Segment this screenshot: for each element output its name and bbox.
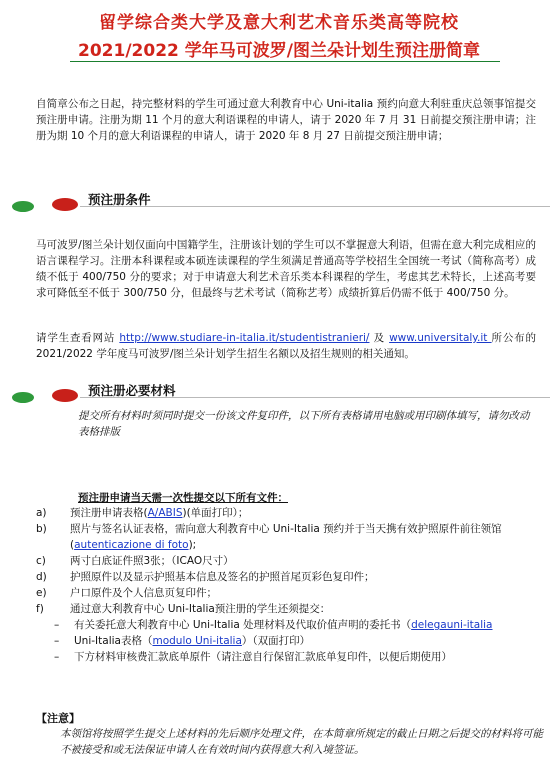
modulo-uni-italia-link[interactable]: modulo Uni-italia [152, 635, 242, 647]
red-dot-icon [52, 389, 78, 402]
materials-note: 提交所有材料时须同时提交一份该文件复印件，以下所有表格请用电脑或用印刷体填写，请勿改动表格排版 [78, 410, 530, 438]
section-heading-conditions [10, 190, 550, 216]
list-item [36, 569, 546, 585]
list-marker: d) [36, 571, 47, 583]
section-title: 预注册必要材料 [88, 383, 176, 398]
list-marker: b) [36, 523, 47, 535]
item-text: ); [188, 539, 197, 551]
form-a-abis-link[interactable]: A/ABIS [147, 507, 183, 519]
item-text: 户口原件及个人信息页复印件； [70, 587, 217, 599]
sub-list [36, 617, 546, 665]
title-underline [70, 61, 500, 62]
green-dot-icon [12, 392, 34, 403]
item-text: 照片与签名认证表格，需向意大利教育中心 Uni-Italia 预约并于当天携有效护照原件前往领馆( [70, 523, 502, 551]
item-text: 有关委托意大利教育中心 Uni-Italia 处理材料及代取价值声明的委托书（ [74, 619, 412, 631]
item-text: ）（双面打印） [241, 635, 311, 647]
list-item [36, 521, 546, 553]
list-item [36, 585, 546, 601]
list-marker: – [54, 635, 60, 647]
website-text-mid: 及 [369, 332, 390, 344]
website-text-prefix: 请学生查看网站 [36, 332, 120, 344]
green-dot-icon [12, 201, 34, 212]
page-subtitle: 2021/2022 学年马可波罗/图兰朵计划生预注册简章 [78, 41, 480, 61]
item-text: 预注册申请表格( [70, 507, 148, 519]
delega-uni-italia-link[interactable]: delegauni-italia [411, 619, 493, 631]
item-text: )(单面打印）； [182, 507, 249, 519]
sub-list-item [54, 617, 546, 633]
sub-list-item [54, 633, 546, 649]
universitaly-link[interactable]: www.universitaly.it [389, 332, 492, 344]
list-item [36, 505, 546, 521]
section-title: 预注册条件 [88, 192, 151, 207]
list-marker: c) [36, 555, 46, 567]
item-text: 下方材料审核费汇款底单原件（请注意自行保留汇款底单复印件，以便后期使用） [74, 651, 452, 663]
page-title: 留学综合类大学及意大利艺术音乐类高等院校 [99, 13, 459, 33]
item-text: 护照原件以及显示护照基本信息及签名的护照首尾页彩色复印件； [70, 571, 375, 583]
red-dot-icon [52, 198, 78, 211]
intro-paragraph: 自简章公布之日起，持完整材料的学生可通过意大利教育中心 Uni-italia 预约向意大利驻重庆总领事馆提交预注册申请。注册为期 11 个月的意大利语课程的申请人，请于 2020 年 7 月 31 日前提交预注册申请；注册为期 10 个月的意大利语课程的申请人，请于 2020 年 8 月 27 日前提交预注册申请； [36, 98, 536, 142]
attention-text: 本领馆将按照学生提交上述材料的先后顺序处理文件，在本简章所规定的截止日期之后提交的材料将可能不被接受和或无法保证申请人在有效时间内获得意大利入境签证。 [60, 728, 543, 756]
list-marker: – [54, 651, 60, 663]
section-heading-materials [10, 381, 550, 407]
website-paragraph [36, 330, 536, 362]
list-item [36, 553, 546, 569]
studiare-link[interactable]: http://www.studiare-in-italia.it/studentistranieri/ [119, 332, 370, 344]
attention-heading: 【注意】 [36, 712, 80, 725]
item-text: 通过意大利教育中心 Uni-Italia预注册的学生还须提交： [70, 603, 331, 615]
photo-authentication-link[interactable]: autenticazione di foto [74, 539, 189, 551]
list-marker: a) [36, 507, 47, 519]
documents-list [36, 505, 546, 665]
list-marker: f) [36, 603, 44, 615]
list-item [36, 601, 546, 617]
conditions-paragraph: 马可波罗/图兰朵计划仅面向中国籍学生，注册该计划的学生可以不掌握意大利语，但需在意大利完成相应的语言课程学习。注册本科课程或本硕连读课程的学生须满足普通高等学校招生全国统一考试（简称高考）成绩不低于 400/750 分的要求；对于申请意大利艺术音乐类本科课程的学生，考虑其艺术特长，上述高考要求可降低至不低于 300/750 分，但最终与艺术考试（简称艺考）成绩折算后仍需不低于 400/750 分。 [36, 239, 536, 299]
list-marker: – [54, 619, 60, 631]
website-text-suffix: 所公布的 2021/2022 学年度马可波罗/图兰朵计划学生招生名额以及招生规则的相关通知。 [36, 332, 536, 360]
documents-heading: 预注册申请当天需一次性提交以下所有文件： [78, 492, 288, 504]
sub-list-item [54, 649, 546, 665]
item-text: Uni-Italia表格（ [74, 635, 153, 647]
item-text: 两寸白底证件照3张；（ICAO尺寸） [70, 555, 234, 567]
list-marker: e) [36, 587, 47, 599]
